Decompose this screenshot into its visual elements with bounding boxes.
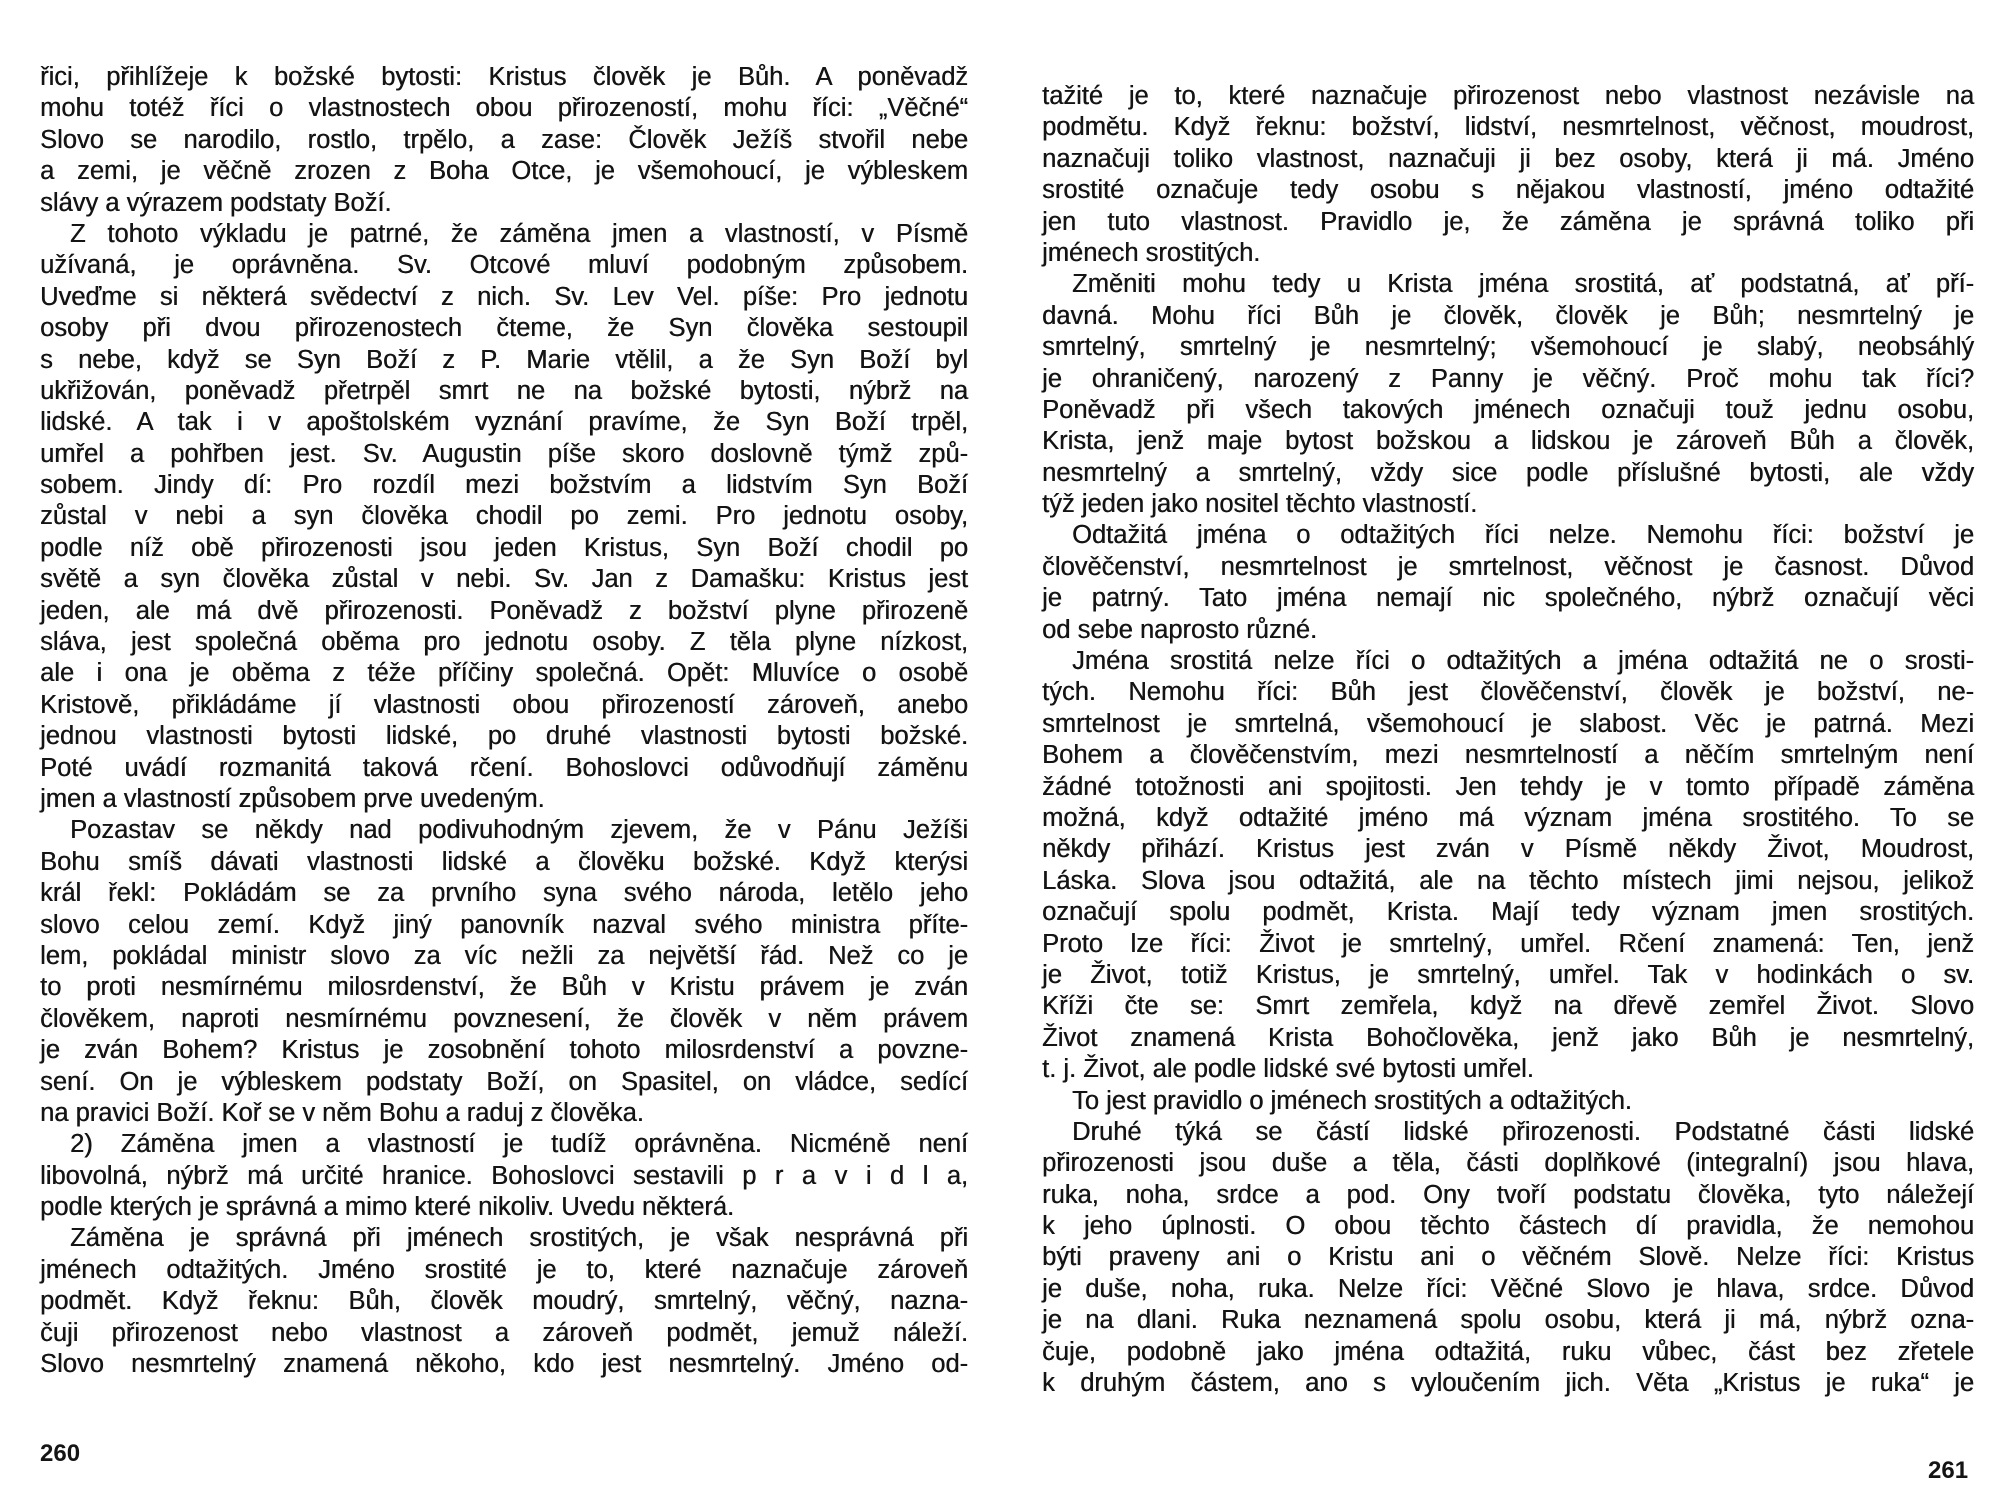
text-line: Poté uvádí rozmanitá taková rčení. Bohoslovci odůvodňují záměnu [40, 753, 968, 782]
text-line: ale i ona je oběma z téže příčiny společná. Opět: Mluvíce o osobě [40, 659, 968, 688]
text-line: To jest pravidlo o jménech srostitých a odtažitých. [1072, 1086, 1632, 1115]
text-line: slávy a výrazem podstaty Boží. [40, 188, 392, 217]
right-page-text [1042, 81, 1974, 1399]
text-line: je zván Bohem? Kristus je zosobnění tohoto milosrdenství a povzne- [40, 1036, 968, 1065]
text-line: řici, přihlížeje k božské bytosti: Kristus člověk je Bůh. A poněvadž [40, 63, 968, 91]
text-line: býti praveny ani o Kristu ani o věčném Slově. Nelze říci: Kristus [1042, 1243, 1974, 1272]
page-number-left: 260 [40, 1440, 81, 1467]
text-line: slovo celou zemí. Když jiný panovník nazval svého ministra příte- [40, 910, 968, 939]
page-number-right: 261 [1928, 1457, 1969, 1484]
text-line: označují spolu podmět, Krista. Mají tedy význam jmen srostitých. [1042, 898, 1974, 927]
text-line: Krista, jenž maje bytost božskou a lidskou je zároveň Bůh a člověk, [1042, 427, 1974, 456]
text-line: Jména srostitá nelze říci o odtažitých a jména odtažitá ne o srosti- [1072, 647, 1974, 676]
text-line: ruka, noha, srdce a pod. Ony tvoří podstatu člověka, tyto náležejí [1042, 1180, 1974, 1209]
text-line: čuji přirozenost nebo vlastnost a zároveň podmět, jemuž náleží. [40, 1318, 968, 1347]
text-line: naznačuji toliko vlastnost, naznačuji ji bez osoby, která ji má. Jméno [1042, 144, 1974, 173]
text-line: král řekl: Pokládám se za prvního syna svého národa, letělo jeho [40, 879, 968, 908]
text-line: jeden, ale má dvě přirozenosti. Poněvadž z božství plyne přirozeně [40, 596, 968, 625]
text-line: smrtelnost je smrtelná, všemohoucí je slabost. Věc je patrná. Mezi [1042, 709, 1974, 738]
text-line: sení. On je výbleskem podstaty Boží, on Spasitel, on vládce, sedící [40, 1067, 968, 1096]
text-line: je duše, noha, ruka. Nelze říci: Věčné Slovo je hlava, srdce. Důvod [1042, 1274, 1974, 1303]
text-line: jmen a vlastností způsobem prve uvedeným. [40, 784, 545, 813]
text-line: podle níž obě přirozenosti jsou jeden Kristus, Syn Boží chodil po [40, 533, 968, 562]
text-line: k druhým částem, ano s vyloučením jich. Věta „Kristus je ruka“ je [1042, 1369, 1974, 1398]
text-line: čuje, podobně jako jména odtažitá, ruku vůbec, část bez zřetele [1042, 1337, 1974, 1366]
text-line: sláva, jest společná oběma pro jednotu osoby. Z těla plyne nízkost, [40, 628, 968, 657]
text-line: t. j. Život, ale podle lidské své bytosti umřel. [1042, 1055, 1534, 1084]
text-line: na pravici Boží. Koř se v něm Bohu a raduj z člověka. [40, 1098, 644, 1127]
text-line: Poněvadž při všech takových jménech označuji touž jednu osobu, [1042, 395, 1974, 424]
text-line: a zemi, je věčně zrozen z Boha Otce, je všemohoucí, je výbleskem [40, 157, 968, 186]
text-line: od sebe naprosto různé. [1042, 615, 1318, 644]
text-line: nesmrtelný a smrtelný, vždy sice podle příslušné bytosti, ale vždy [1042, 458, 1974, 487]
text-line: jménech odtažitých. Jméno srostité je to, které naznačuje zároveň [40, 1255, 968, 1284]
text-line: týž jeden jako nositel těchto vlastností. [1042, 490, 1478, 519]
text-line: Život znamená Krista Bohočlověka, jenž jako Bůh je nesmrtelný, [1042, 1023, 1974, 1052]
text-line: Slovo nesmrtelný znamená někoho, kdo jest nesmrtelný. Jméno od- [40, 1350, 968, 1379]
text-line: lidské. A tak i v apoštolském vyznání pravíme, že Syn Boží trpěl, [40, 408, 968, 437]
text-line: podmětu. Když řeknu: božství, lidství, nesmrtelnost, věčnost, moudrost, [1042, 113, 1974, 142]
text-line: srostité označuje tedy osobu s nějakou vlastností, jméno odtažité [1042, 176, 1974, 205]
text-line: možná, když odtažité jméno má význam jména srostitého. To se [1042, 803, 1974, 832]
text-line: Bohu smíš dávati vlastnosti lidské a člověku božské. Když kterýsi [40, 847, 968, 876]
text-line: jen tuto vlastnost. Pravidlo je, že záměna je správná toliko při [1042, 207, 1974, 236]
text-line: Uveďme si některá svědectví z nich. Sv. Lev Vel. píše: Pro jednotu [40, 282, 968, 311]
text-line: umřel a pohřben jest. Sv. Augustin píše skoro doslovně týmž způ- [40, 439, 968, 468]
text-line: Kříži čte se: Smrt zemřela, když na dřevě zemřel Život. Slovo [1042, 992, 1974, 1021]
text-line: je na dlani. Ruka neznamená spolu osobu, která ji má, nýbrž ozna- [1042, 1306, 1974, 1335]
text-line: světě a syn člověka zůstal v nebi. Sv. Jan z Damašku: Kristus jest [40, 565, 968, 594]
text-line: davná. Mohu říci Bůh je člověk, člověk je Bůh; nesmrtelný je [1042, 301, 1974, 330]
text-line: Pozastav se někdy nad podivuhodným zjevem, že v Pánu Ježíši [70, 816, 968, 845]
text-line: užívaná, je oprávněna. Sv. Otcové mluví podobným způsobem. [40, 251, 968, 280]
text-line: Druhé týká se částí lidské přirozenosti. Podstatné části lidské [1072, 1117, 1974, 1146]
text-line: Změniti mohu tedy u Krista jména srostitá, ať podstatná, ať pří- [1072, 270, 1974, 299]
text-line: Záměna je správná při jménech srostitých, je však nesprávná při [70, 1224, 968, 1253]
text-line: zůstal v nebi a syn člověka chodil po zemi. Pro jednotu osoby, [40, 502, 968, 531]
text-line: tých. Nemohu říci: Bůh jest člověčenství, člověk je božství, ne- [1042, 678, 1974, 707]
text-line: libovolná, nýbrž má určité hranice. Bohoslovci sestavili p r a v i d l a, [40, 1161, 968, 1190]
text-line: jednou vlastnosti bytosti lidské, po druhé vlastnosti bytosti božské. [40, 722, 968, 751]
text-line: Odtažitá jména o odtažitých říci nelze. Nemohu říci: božství je [1072, 521, 1974, 550]
text-line: někdy přihází. Kristus jest zván v Písmě někdy Život, Moudrost, [1042, 835, 1974, 864]
text-line: s nebe, když se Syn Boží z P. Marie vtělil, a že Syn Boží byl [40, 345, 968, 374]
text-line: tažité je to, které naznačuje přirozenost nebo vlastnost nezávisle na [1042, 82, 1974, 110]
text-line: Láska. Slova jsou odtažitá, ale na těchto místech jimi nejsou, jelikož [1042, 866, 1974, 895]
text-line: člověkem, naproti nesmírnému povznesení, že člověk v něm právem [40, 1004, 968, 1033]
text-line: je patrný. Tato jména nemají nic společného, nýbrž označují věci [1042, 584, 1974, 613]
text-line: člověčenství, nesmrtelnost je smrtelnost, věčnost je časnost. Důvod [1042, 552, 1974, 581]
text-line: přirozenosti jsou duše a těla, části doplňkové (integralní) jsou hlava, [1042, 1149, 1974, 1178]
text-line: k jeho úplnosti. O obou těchto částech dí pravidla, že nemohou [1042, 1212, 1974, 1241]
text-line: podmět. Když řeknu: Bůh, člověk moudrý, smrtelný, věčný, nazna- [40, 1287, 968, 1316]
text-line: osoby při dvou přirozenostech čteme, že Syn člověka sestoupil [40, 314, 968, 343]
text-line: Z tohoto výkladu je patrné, že záměna jmen a vlastností, v Písmě [70, 219, 968, 248]
text-line: 2) Záměna jmen a vlastností je tudíž oprávněna. Nicméně není [70, 1130, 968, 1159]
text-line: podle kterých je správná a mimo které nikoliv. Uvedu některá. [40, 1193, 735, 1222]
text-line: je Život, totiž Kristus, je smrtelný, umřel. Tak v hodinkách o sv. [1042, 960, 1974, 989]
text-line: jménech srostitých. [1042, 238, 1261, 267]
text-line: to proti nesmírnému milosrdenství, že Bůh v Kristu právem je zván [40, 973, 968, 1002]
text-line: sobem. Jindy dí: Pro rozdíl mezi božstvím a lidstvím Syn Boží [40, 471, 968, 500]
text-line: lem, pokládal ministr slovo za víc nežli za největší řád. Než co je [40, 941, 968, 970]
text-line: ukřižován, poněvadž přetrpěl smrt ne na božské bytosti, nýbrž na [40, 376, 968, 405]
text-line: je ohraničený, narozený z Panny je věčný. Proč mohu tak říci? [1042, 364, 1974, 393]
left-page-text [40, 62, 968, 1380]
text-line: Proto lze říci: Život je smrtelný, umřel. Rčení znamená: Ten, jenž [1042, 929, 1974, 958]
text-line: Slovo se narodilo, rostlo, trpělo, a zase: Člověk Ježíš stvořil nebe [40, 125, 968, 154]
text-line: mohu totéž říci o vlastnostech obou přirozeností, mohu říci: „Věčné“ [40, 94, 968, 123]
text-line: žádné totožnosti ani spojitosti. Jen tehdy je v tomto případě záměna [1042, 772, 1974, 801]
text-line: smrtelný, smrtelný je nesmrtelný; všemohoucí je slabý, neobsáhlý [1042, 333, 1974, 362]
text-line: Bohem a člověčenstvím, mezi nesmrtelností a něčím smrtelným není [1042, 741, 1974, 770]
text-line: Kristově, přikládáme jí vlastnosti obou přirozeností zároveň, anebo [40, 690, 968, 719]
